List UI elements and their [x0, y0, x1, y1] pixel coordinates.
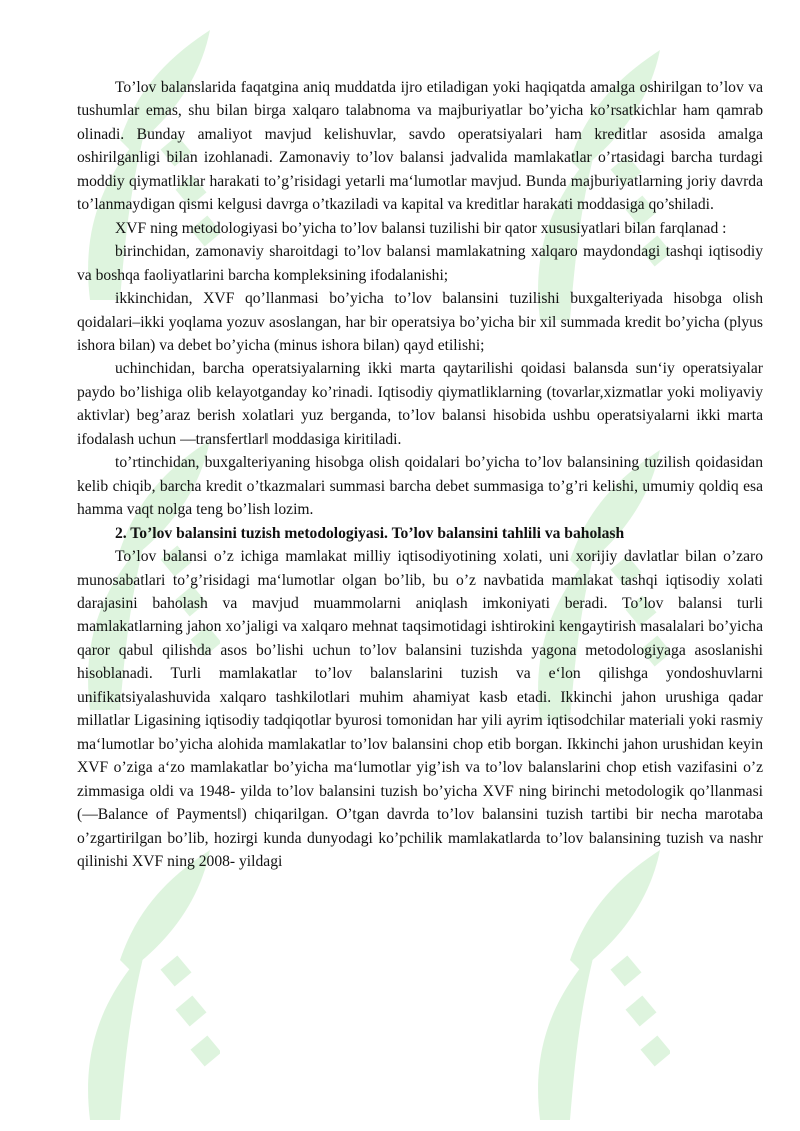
paragraph-xvf-methodology: XVF ning metodologiyasi bo’yicha to’lov balansi tuzilishi bir qator xususiyatlari bilan farqlanad : [115, 219, 727, 237]
paragraph-first-feature: birinchidan, zamonaviy sharoitdagi to’lov balansi mamlakatning xalqaro maydondagi tashqi iqtisodiy va boshqa faoliyatlarini barcha kompleksining ifodalanishi; [77, 243, 763, 284]
paragraph-balance-scope: To’lov balanslarida faqatgina aniq muddatda ijro etiladigan yoki haqiqatda amalga oshirilgan to’lov va tushumlar emas, shu bilan birga xalqaro talabnoma va majburiyatlar bo’yicha ko’rsatkichlar ham qamrab olinadi. Bunday amaliyot mavjud kelishuvlar, savdo operatsiyalari ham kreditlar asosida amalga oshirilganligi bilan izohlanadi. Zamonaviy to’lov balansi jadvalida mamlakatlar o’rtasidagi barcha turdagi moddiy qiymatliklar harakati to’g’risidagi yetarli maʻlumotlar mavjud. Bunda majburiyatlarning joriy davrda to’lanmaydigan qismi kelgusi davrga o’tkaziladi va kapital va kreditlar harakati moddasiga qo’shiladi. [77, 79, 763, 214]
document-body [77, 76, 763, 873]
leaf-watermark-icon [70, 840, 220, 1130]
paragraph-third-feature: uchinchidan, barcha operatsiyalarning ikki marta qaytarilishi qoidasi balansda sunʻiy operatsiyalar paydo bo’lishiga olib kelayotganday ko’rinadi. Iqtisodiy qiymatliklarning (tovarlar,xizmatlar yoki moliyaviy aktivlar) beg’araz berish xolatlari yuz berganda, to’lov balansi hisobida ushbu operatsiyalarni ikki marta ifodalash uchun ―transfertlar‖ moddasiga kiritiladi. [77, 360, 763, 448]
paragraph-second-feature: ikkinchidan, XVF qo’llanmasi bo’yicha to’lov balansini tuzilishi buxgalteriyada hisobga olish qoidalari–ikki yoqlama yozuv asoslangan, har bir operatsiya bo’yicha bir xil summada kredit bo’yicha (plyus ishora bilan) va debet bo’yicha (minus ishora bilan) qayd etilishi; [77, 290, 763, 354]
paragraph-balance-analysis: To’lov balansi o’z ichiga mamlakat milliy iqtisodiyotining xolati, uni xorijiy davlatlar bilan o’zaro munosabatlari to’g’risidagi maʻlumotlar olgan bo’lib, bu o’z navbatida mamlakat tashqi iqtisodiy xolati darajasini baholash va mavjud muammolarni aniqlash imkoniyati beradi. To’lov balansi turli mamlakatlarning jahon xo’jaligi va xalqaro mehnat taqsimotidagi ishtirokini kengaytirish masalalari bo’yicha qaror qabul qilishda asos bo’lishi uchun to’lov balansini tuzishda yagona metodologiyaga asoslanishi hisoblanadi. Turli mamlakatlar to’lov balanslarini tuzish va eʻlon qilishga yondoshuvlarni unifikatsiyalashuvida xalqaro tashkilotlari muhim ahamiyat kasb etadi. Ikkinchi jahon urushiga qadar millatlar Ligasining iqtisodiy tadqiqotlar byurosi tomonidan har yili ayrim iqtisodchilar materiali yoki rasmiy maʻlumotlar bo’yicha alohida mamlakatlar to’lov balansini chop etib borgan. Ikkinchi jahon urushidan keyin XVF o’ziga aʻzo mamlakatlar bo’yicha maʻlumotlar yig’ish va to’lov balanslarini chop etish vazifasini o’z zimmasiga oldi va 1948- yilda to’lov balansini tuzish bo’yicha XVF ning birinchi metodologik qo’llanmasi (―Balance of Payments‖) chiqarilgan. O’tgan davrda to’lov balansini tuzish tartibi bir necha marotaba o’zgartirilgan bo’lib, hozirgi kunda dunyodagi ko’pchilik mamlakatlarda to’lov balansining tuzish va nashr qilinishi XVF ning 2008- yildagi [77, 548, 763, 870]
section-heading: 2. To’lov balansini tuzish metodologiyasi. To’lov balansini tahlili va baholash [115, 524, 625, 542]
paragraph-fourth-feature: to’rtinchidan, buxgalteriyaning hisobga olish qoidalari bo’yicha to’lov balansining tuzilish qoidasidan kelib chiqib, barcha kredit o’tkazmalari summasi barcha debet summasiga to’g’ri kelishi, umumiy qoldiq esa hamma vaqt nolga teng bo’lish lozim. [77, 454, 763, 519]
leaf-watermark-icon [520, 840, 670, 1130]
